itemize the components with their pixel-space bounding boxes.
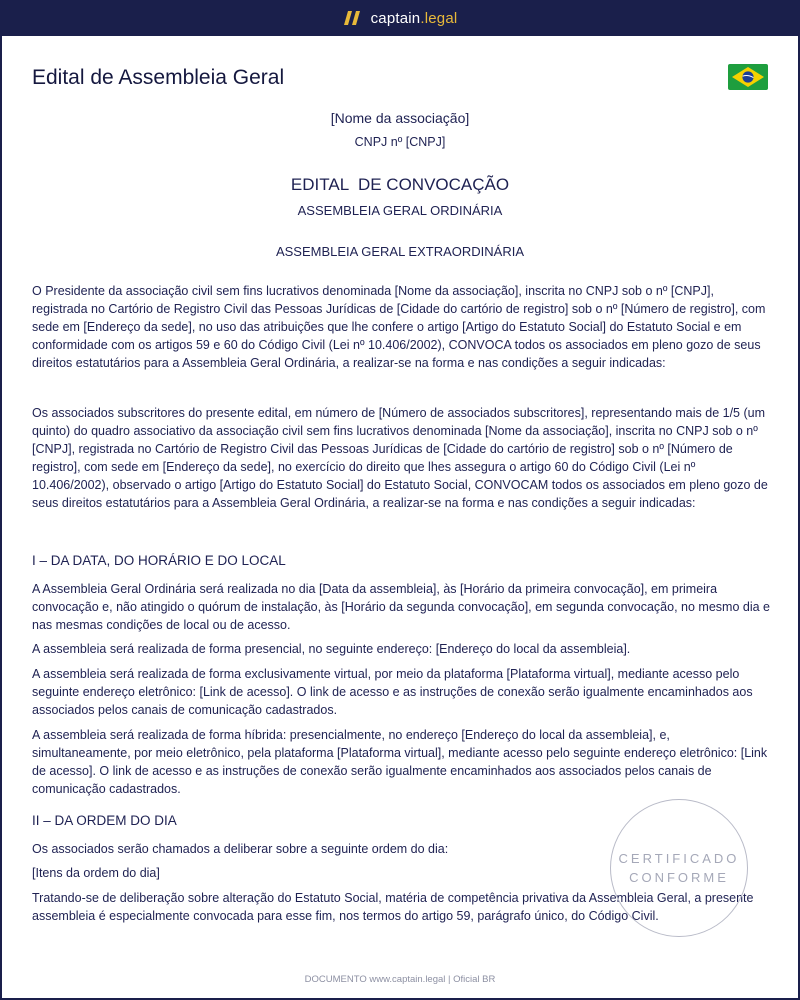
section-1-paragraph-date: A Assembleia Geral Ordinária será realizada no dia [Data da assembleia], às [Horário da primeira convocação], em primeira convocação e, não atingido o quórum de instalação, às [Horário da segunda convocação], em segunda convocação, no mesmo dia e nas mesmas condições de local ou de acesso.: [32, 582, 770, 632]
section-1-paragraph-virtual: A assembleia será realizada de forma exclusivamente virtual, por meio da plataforma [Plataforma virtual], mediante acesso pelo seguinte endereço eletrônico: [Link de acesso]. O link de acesso e as instruções de conexão serão igualmente encaminhados aos associados pelos canais de comunicação cadastrados.: [32, 667, 753, 717]
convocation-paragraph-president: O Presidente da associação civil sem fins lucrativos denominada [Nome da associação], inscrita no CNPJ sob o nº [CNPJ], registrada no Cartório de Registro Civil das Pessoas Jurídicas de [Cidade do cartório de registro] sob o nº [Número de registro], com sede em [Endereço da sede], no uso das atribuições que lhe confere o artigo [Artigo do Estatuto Social] do Estatuto Social e em conformidade com os artigos 59 e 60 do Código Civil (Lei nº 10.406/2002), CONVOCA todos os associados em pleno gozo de seus direitos estatutários para a Assembleia Geral Ordinária, a realizar-se na forma e nas condições a seguir indicadas:: [32, 284, 766, 370]
slash-bars-logo-icon: [343, 10, 363, 26]
ordinaria-heading: ASSEMBLEIA GERAL ORDINÁRIA: [297, 203, 503, 218]
brand-name-main: captain: [370, 9, 421, 27]
stamp-line-1: CERTIFICADO: [618, 851, 740, 866]
brand-name-suffix: .legal: [420, 9, 458, 27]
brazil-flag-icon: [728, 64, 768, 90]
section-1-paragraph-presential: A assembleia será realizada de forma presencial, no seguinte endereço: [Endereço do local da assembleia].: [32, 642, 631, 656]
page-title: Edital de Assembleia Geral: [32, 66, 285, 89]
brand[interactable]: [343, 10, 458, 27]
section-2-paragraph-intro: Os associados serão chamados a deliberar sobre a seguinte ordem do dia:: [32, 842, 449, 856]
top-bar: [0, 0, 800, 36]
section-1-paragraph-hybrid: A assembleia será realizada de forma híbrida: presencialmente, no endereço [Endereço do local da assembleia], e, simultaneamente, por meio eletrônico, pela plataforma [Plataforma virtual], mediante acesso pelo seguinte endereço eletrônico: [Link de acesso]. O link de acesso e as instruções de conexão serão igualmente encaminhados aos associados pelos canais de comunicação cadastrados.: [32, 728, 768, 796]
association-name: [Nome da associação]: [330, 110, 470, 126]
edital-heading: EDITAL DE CONVOCAÇÃO: [290, 175, 510, 194]
convocation-paragraph-subscribers: Os associados subscritores do presente edital, em número de [Número de associados subscritores], representando mais de 1/5 (um quinto) do quadro associativo da associação civil sem fins lucrativos denominada [Nome da associação], inscrita no CNPJ sob o nº [CNPJ], registrada no Cartório de Registro Civil das Pessoas Jurídicas de [Cidade do cartório de registro] sob o nº [Número de registro], com sede em [Endereço da sede], no exercício do direito que lhes assegura o artigo 60 do Código Civil (Lei nº 10.406/2002), observado o artigo [Artigo do Estatuto Social] do Estatuto Social, CONVOCAM todos os associados em pleno gozo de seus direitos estatutários para a Assembleia Geral Ordinária, a realizar-se na forma e nas condições a seguir indicadas:: [32, 406, 768, 510]
section-2-agenda-items: [Itens da ordem do dia]: [32, 866, 160, 880]
document-page: [2, 36, 798, 998]
extraordinaria-heading: ASSEMBLEIA GERAL EXTRAORDINÁRIA: [275, 244, 525, 259]
brand-name: [371, 10, 458, 27]
certified-stamp: [610, 799, 748, 937]
cnpj-line: CNPJ nº [CNPJ]: [354, 135, 446, 149]
stamp-line-2: CONFORME: [629, 870, 729, 885]
section-agenda-title: II – DA ORDEM DO DIA: [32, 813, 177, 828]
footer: DOCUMENTO www.captain.legal | Oficial BR: [304, 974, 496, 985]
section-2-paragraph-statute: Tratando-se de deliberação sobre alteração do Estatuto Social, matéria de competência privativa da Assembleia Geral, a presente assembleia é especialmente convocada para esse fim, nos termos do artigo 59, parágrafo único, do Código Civil.: [32, 891, 754, 923]
section-date-time-place-title: I – DA DATA, DO HORÁRIO E DO LOCAL: [32, 553, 286, 568]
